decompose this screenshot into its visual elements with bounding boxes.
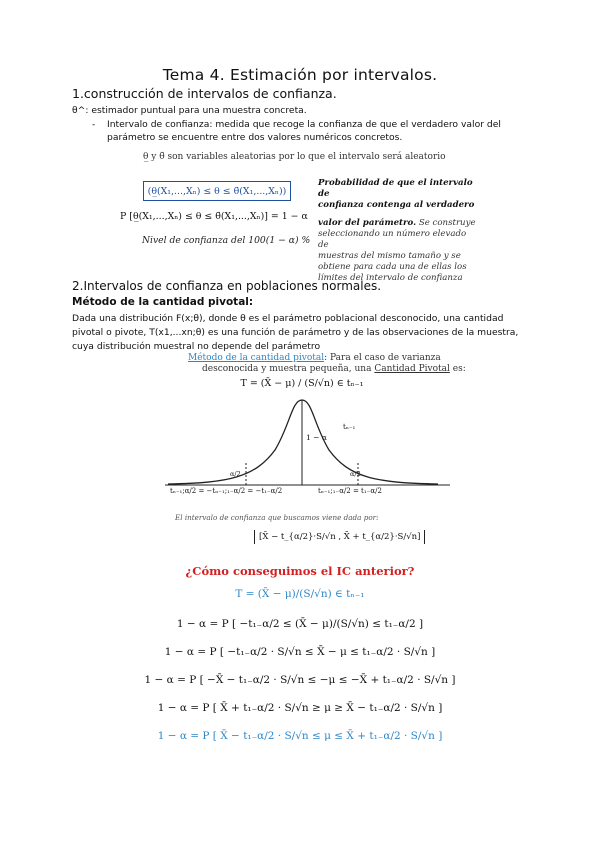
caption-link[interactable]: Método de la cantidad pivotal — [188, 353, 325, 363]
confidence-level: Nivel de confianza del 100(1 − α) % — [142, 235, 311, 246]
right-tick-label: tₙ₋₁;₁₋α/2 = t₁₋α/2 — [318, 487, 382, 495]
side-note-line: muestras del mismo tamaño y se — [318, 250, 461, 261]
equation-6: 1 − α = P [ X̄ − t₁₋α/2 · S/√n ≤ μ ≤ X̄ + t₁₋α/2 · S/√n ] — [157, 730, 443, 742]
random-variables-note: θ̲ y θ̄ son variables aleatorias por lo que el intervalo será aleatorio — [143, 152, 446, 162]
side-note — [318, 178, 478, 283]
boxed-interval-formula: (θ̲(X₁,...,Xₙ) ≤ θ ≤ θ̄(X₁,...,Xₙ)) — [143, 181, 291, 201]
derivation-heading: ¿Cómo conseguimos el IC anterior? — [185, 564, 415, 578]
side-note-line: límites del intervalo de confianza — [318, 272, 463, 283]
figure-caption-line-2: desconocida y muestra pequeña, una Cantidad Pivotal es: — [202, 364, 466, 374]
section-2-heading: 2.Intervalos de confianza en poblaciones normales. — [72, 279, 382, 293]
figure-caption-line-1: Método de la cantidad pivotal: Para el caso de varianza — [188, 353, 441, 363]
interval-formula: [X̄ − t_{α/2}·S/√n , X̄ + t_{α/2}·S/√n] — [254, 530, 425, 544]
equation-5: 1 − α = P [ X̄ + t₁₋α/2 · S/√n ≥ μ ≥ X̄ − t₁₋α/2 · S/√n ] — [157, 702, 443, 714]
curve-label: tₙ₋₁ — [343, 423, 356, 431]
equation-4: 1 − α = P [ −X̄ − t₁₋α/2 · S/√n ≤ −μ ≤ −X̄ + t₁₋α/2 · S/√n ] — [144, 674, 456, 686]
paragraph-line-3: cuya distribución muestral no depende del parámetro — [72, 341, 321, 352]
bullet-text-line-2: parámetro se encuentre entre dos valores numéricos concretos. — [107, 132, 403, 143]
interval-note: El intervalo de confianza que buscamos viene dada por: — [175, 513, 379, 522]
left-tick-label: tₙ₋₁;α/2 = −tₙ₋₁;₁₋α/2 = −t₁₋α/2 — [170, 487, 283, 495]
paragraph-line-1: Dada una distribución F(x;θ), donde θ es el parámetro poblacional desconocido, una cantidad — [72, 313, 504, 324]
side-note-line: confianza contenga al verdadero — [318, 199, 475, 210]
side-note-line: Probabilidad de que el intervalo de — [318, 178, 473, 199]
side-note-line: valor del parámetro. Se construye — [318, 218, 476, 229]
bullet-text-line-1: Intervalo de confianza: medida que recoge la confianza de que el verdadero valor del — [107, 119, 501, 130]
density-curve — [168, 400, 438, 484]
paragraph-line-2: pivotal o pivote, T(x1,...xn;θ) es una función de parámetro y de las observaciones de la muestra, — [72, 327, 519, 338]
probability-formula: P [θ̲(X₁,...,Xₙ) ≤ θ ≤ θ̄(X₁,...,Xₙ)] = 1 − α — [120, 211, 308, 222]
equation-2: 1 − α = P [ −t₁₋α/2 ≤ (X̄ − μ)/(S/√n) ≤ t₁₋α/2 ] — [176, 618, 424, 630]
caption-link-pivotal[interactable]: Cantidad Pivotal — [374, 364, 450, 374]
side-note-line: seleccionando un número elevado de — [318, 229, 467, 251]
bullet-dash: - — [92, 119, 96, 130]
pivot-formula: T = (X̄ − μ) / (S/√n) ∈ tₙ₋₁ — [240, 378, 364, 389]
left-tail-area: α/2 — [230, 470, 241, 478]
equation-3: 1 − α = P [ −t₁₋α/2 · S/√n ≤ X̄ − μ ≤ t₁₋α/2 · S/√n ] — [164, 646, 436, 658]
page-title: Tema 4. Estimación por intervalos. — [162, 66, 438, 84]
equation-1: T = (X̄ − μ)/(S/√n) ∈ tₙ₋₁ — [235, 588, 365, 600]
center-area-label: 1 − α — [306, 433, 327, 442]
estimator-line: θ^: estimador puntual para una muestra concreta. — [72, 105, 307, 116]
right-tail-area: α/2 — [350, 470, 361, 478]
side-note-line: obtiene para cada una de ellas los — [318, 261, 467, 272]
section-1-heading: 1.construcción de intervalos de confianza. — [72, 86, 337, 101]
pivotal-method-heading: Método de la cantidad pivotal: — [72, 296, 254, 308]
